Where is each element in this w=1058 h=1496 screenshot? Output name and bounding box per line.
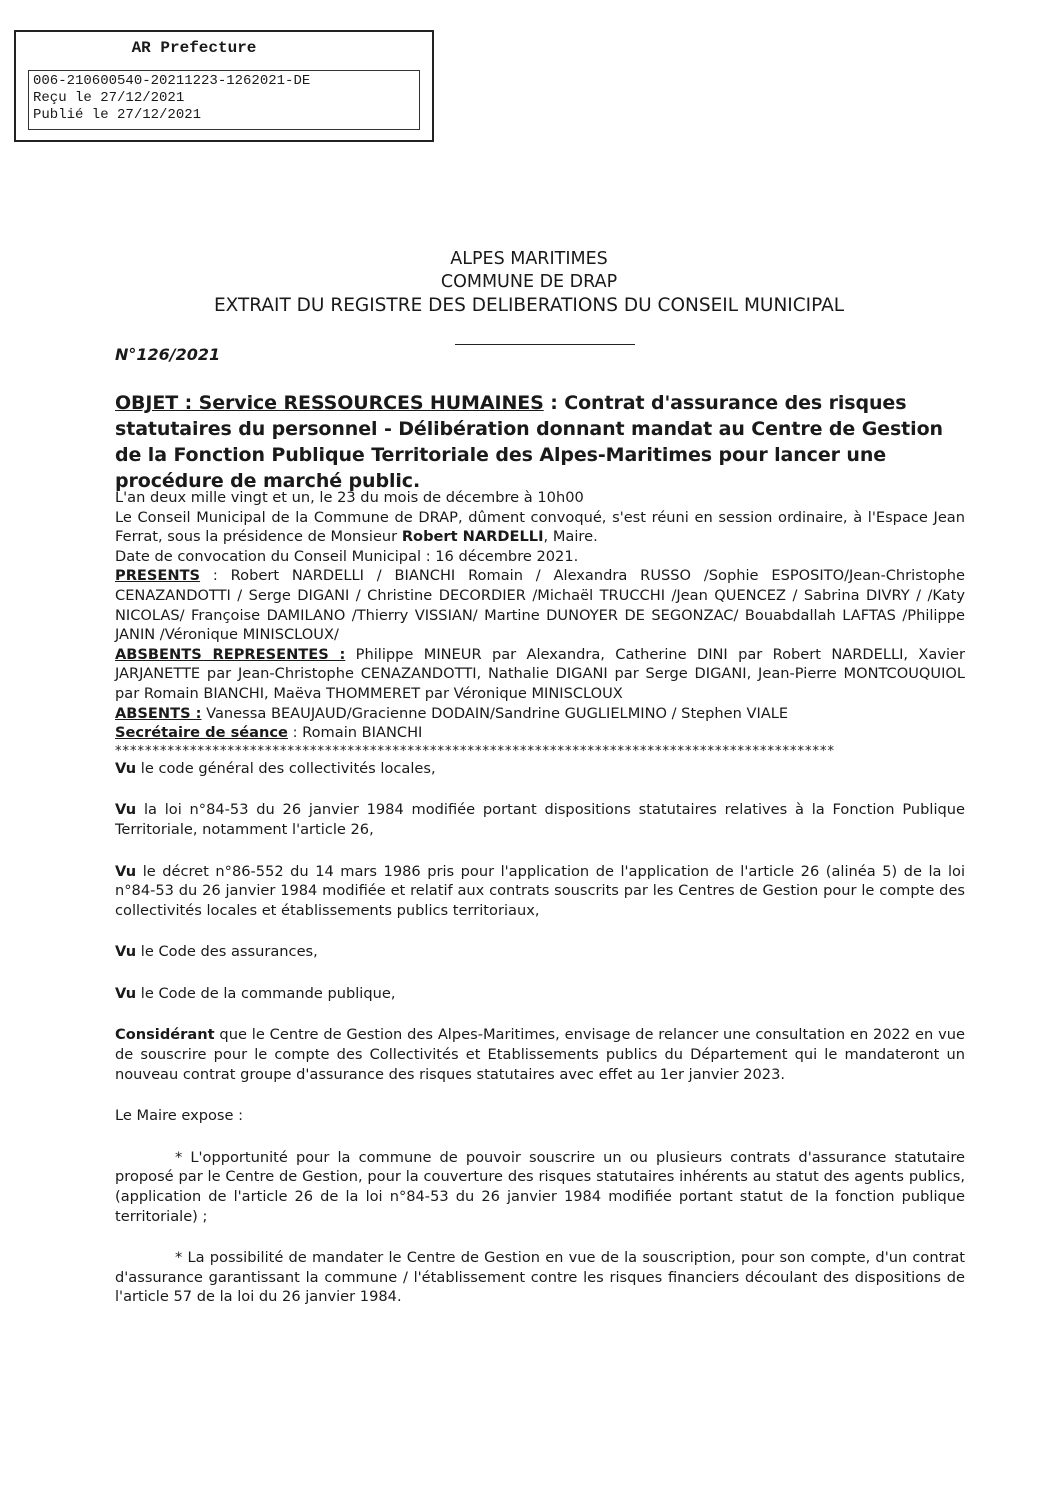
expose-point-2: * La possibilité de mandater le Centre de Gestion en vue de la souscription, pour son compte, d'un contrat d'assurance garantissant la commune / l'établissement contre les risques financiers découlant des dispositions de l'article 57 de la loi du 26 janvier 1984.	[115, 1249, 965, 1306]
secretary-name: : Romain BIANCHI	[287, 724, 423, 742]
document-header	[0, 248, 1058, 317]
stamp-title: AR Prefecture	[131, 39, 257, 57]
vu-keyword: Vu	[115, 801, 137, 819]
stamp-published-date: Publié le 27/12/2021	[33, 107, 202, 123]
department-title: ALPES MARITIMES	[450, 249, 608, 269]
absents-list	[115, 704, 965, 724]
vu-paragraph-2	[115, 800, 965, 839]
secretary-label: Secrétaire de séance	[115, 724, 288, 742]
vu-text: le code général des collectivités locales,	[136, 759, 436, 777]
vu-keyword: Vu	[115, 943, 137, 961]
vu-text: la loi n°84-53 du 26 janvier 1984 modifiée portant dispositions statutaires relatives à la Fonction Publique Territoriale, notamment l'article 26,	[115, 801, 965, 838]
session-date: L'an deux mille vingt et un, le 23 du mois de décembre à 10h00	[115, 489, 584, 506]
convocation-text	[115, 508, 965, 547]
vu-text: le Code de la commande publique,	[136, 984, 396, 1002]
vu-paragraph-5	[115, 984, 965, 1004]
considerant-text: que le Centre de Gestion des Alpes-Maritimes, envisage de relancer une consultation en 2022 en vue de souscrire pour le compte des Collectivités et Etablissements publics du Département qui le mandateront un nouveau contrat groupe d'assurance des risques statutaires avec effet au 1er janvier 2023.	[115, 1026, 965, 1083]
represented-label: ABSBENTS REPRESENTES :	[115, 645, 346, 663]
stamp-reference: 006-210600540-20211223-1262021-DE	[33, 73, 311, 89]
presents-list	[115, 566, 965, 644]
commune-title: COMMUNE DE DRAP	[440, 272, 618, 292]
president-name: Robert NARDELLI	[401, 528, 544, 546]
vu-keyword: Vu	[115, 862, 137, 880]
represented-names: Philippe MINEUR par Alexandra, Catherine DINI par Robert NARDELLI, Xavier JARJANETTE par Jean-Christophe CENAZANDOTTI, Nathalie DIGANI par Serge DIGANI, Jean-Pierre MONTCOUQUIOL par Romain BIANCHI, Maëva THOMMERET par Véronique MINISCLOUX	[115, 645, 965, 702]
vu-paragraph-1	[115, 759, 965, 779]
stamp-details	[28, 70, 420, 130]
represented-list	[115, 645, 965, 704]
absents-names: Vanessa BEAUJAUD/Gracienne DODAIN/Sandrine GUGLIELMINO / Stephen VIALE	[201, 704, 789, 722]
subject-text: : Contrat d'assurance des risques statutaires du personnel - Délibération donnant mandat au Centre de Gestion de la Fonction Publique Territoriale des Alpes-Maritimes pour lancer une procédure de marché public.	[115, 392, 943, 492]
deliberation-number: N°126/2021	[115, 345, 221, 364]
presents-label: PRESENTS	[115, 567, 201, 585]
absents-label: ABSENTS :	[115, 704, 202, 722]
document-body	[115, 488, 965, 1307]
vu-text: le Code des assurances,	[136, 943, 318, 961]
vu-paragraph-3	[115, 862, 965, 921]
prefecture-stamp	[14, 30, 434, 142]
subject-label: OBJET : Service RESSOURCES HUMAINES	[115, 392, 544, 414]
vu-keyword: Vu	[115, 984, 137, 1002]
maire-expose: Le Maire expose :	[115, 1107, 244, 1125]
considerant-paragraph	[115, 1025, 965, 1084]
stamp-received-date: Reçu le 27/12/2021	[33, 90, 185, 106]
convocation-text-end: , Maire.	[543, 528, 598, 546]
header-divider	[455, 344, 635, 345]
star-separator: ************************************************************************************************	[115, 744, 835, 759]
considerant-keyword: Considérant	[115, 1026, 215, 1044]
vu-paragraph-4	[115, 942, 965, 962]
vu-keyword: Vu	[115, 759, 137, 777]
register-title: EXTRAIT DU REGISTRE DES DELIBERATIONS DU CONSEIL MUNICIPAL	[213, 295, 845, 316]
subject-block	[115, 390, 975, 494]
secretary-line	[115, 723, 965, 743]
convocation-date: Date de convocation du Conseil Municipal : 16 décembre 2021.	[115, 547, 579, 565]
convocation-text-start: Le Conseil Municipal de la Commune de DRAP, dûment convoqué, s'est réuni en session ordinaire, à l'Espace Jean Ferrat, sous la présidence de Monsieur	[115, 508, 965, 546]
presents-names: : Robert NARDELLI / BIANCHI Romain / Alexandra RUSSO /Sophie ESPOSITO/Jean-Christophe CENAZANDOTTI / Serge DIGANI / Christine DECORDIER /Michaël TRUCCHI /Jean QUENCEZ / Sabrina DIVRY / /Katy NICOLAS/ Françoise DAMILANO /Thierry VISSIAN/ Martine DUNOYER DE SEGONZAC/ Bouabdallah LAFTAS /Philippe JANIN /Véronique MINISCLOUX/	[115, 567, 965, 644]
expose-point-1: * L'opportunité pour la commune de pouvoir souscrire un ou plusieurs contrats d'assurance statutaire proposé par le Centre de Gestion, pour la couverture des risques statutaires inhérents au statut des agents publics, (application de l'article 26 de la loi n°84-53 du 26 janvier 1984 modifiée portant statut de la fonction publique territoriale) ;	[115, 1148, 965, 1225]
vu-text: le décret n°86-552 du 14 mars 1986 pris pour l'application de l'application de l'article 26 (alinéa 5) de la loi n°84-53 du 26 janvier 1984 modifiée et relatif aux contrats souscrits par les Centres de Gestion pour le compte des collectivités locales et établissements publics territoriaux,	[115, 862, 965, 919]
